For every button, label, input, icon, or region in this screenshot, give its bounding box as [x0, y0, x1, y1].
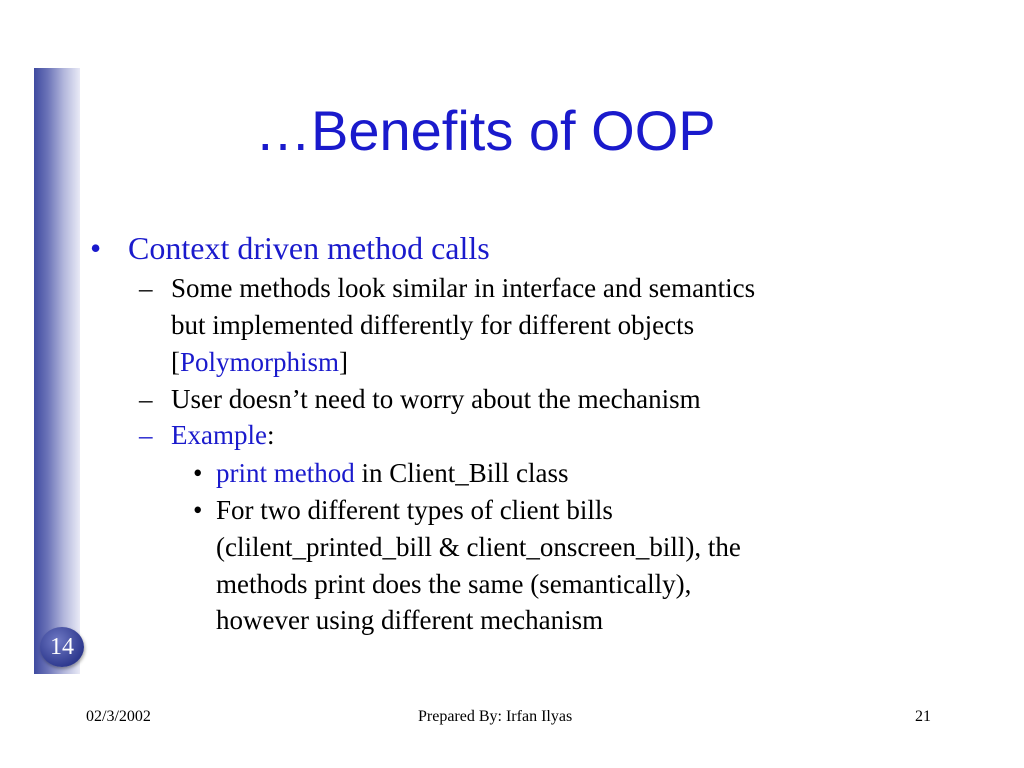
sub-bullet-1-line-1: Some methods look similar in interface and semantics: [171, 273, 756, 303]
example-colon: :: [266, 420, 275, 450]
sub-sub-bullet-1: [216, 460, 568, 487]
decorative-side-bar: [34, 68, 80, 674]
sub-bullet-2: User doesn’t need to worry about the mechanism: [171, 384, 701, 414]
bullet-marker: •: [193, 495, 203, 525]
sub-bullet-1-line-3: [171, 349, 348, 376]
sub-bullet-3: [171, 422, 274, 449]
footer-author: Prepared By: Irfan Ilyas: [418, 708, 573, 725]
slide-title: …Benefits of OOP: [255, 99, 716, 162]
slide-number-badge: 14: [40, 627, 84, 667]
print-method-term: print method: [216, 458, 355, 488]
dash-marker: –: [139, 273, 153, 303]
footer-date: 02/3/2002: [86, 708, 151, 725]
sub-bullet-1-line-2: but implemented differently for different objects: [171, 310, 695, 340]
bullet-marker: •: [90, 230, 102, 266]
sub-sub-bullet-2-line-2: (clilent_printed_bill & client_onscreen_bill), the: [216, 532, 741, 562]
sub-sub-bullet-2-line-1: For two different types of client bills: [216, 495, 613, 525]
dash-marker: –: [139, 420, 153, 450]
footer-page-number: 21: [915, 708, 931, 725]
sub-sub-bullet-1-rest: in Client_Bill class: [354, 458, 569, 488]
main-bullet-text: Context driven method calls: [128, 230, 490, 266]
dash-marker: –: [139, 384, 153, 414]
sub-sub-bullet-2-line-4: however using different mechanism: [216, 605, 604, 635]
sub-sub-bullet-2-line-3: methods print does the same (semantically),: [216, 569, 692, 599]
bullet-marker: •: [193, 458, 203, 488]
example-label: Example: [171, 420, 267, 450]
open-bracket: [: [171, 347, 180, 377]
polymorphism-term: Polymorphism: [180, 347, 340, 377]
close-bracket: ]: [339, 347, 349, 377]
